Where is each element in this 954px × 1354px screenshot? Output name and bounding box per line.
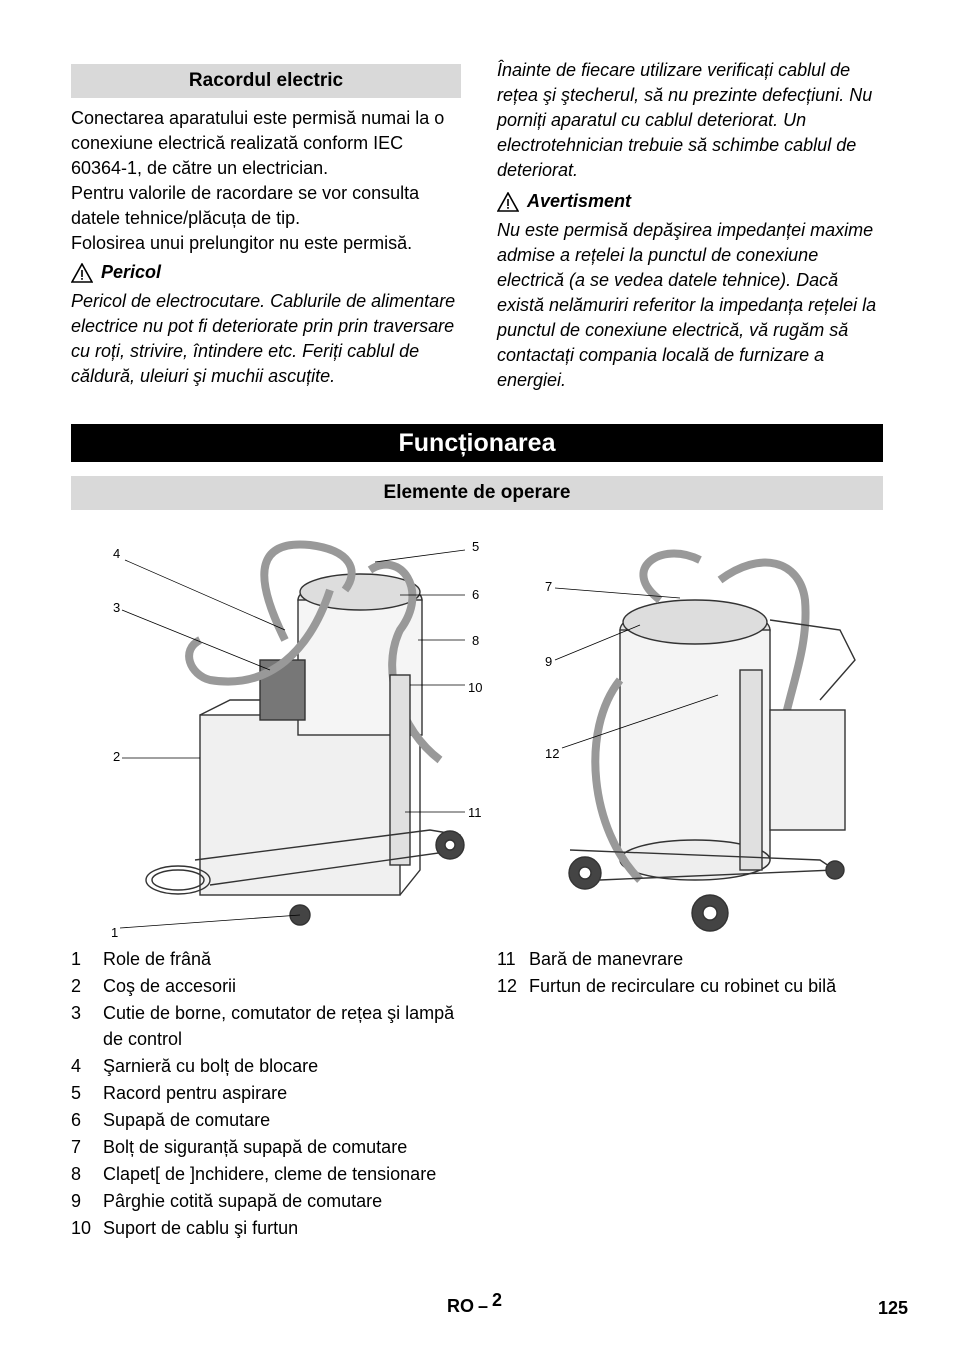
figure-label-5: 5 (472, 539, 480, 554)
legend-item: 2 Coş de accesorii (71, 976, 237, 996)
warning-text: Pericol de electrocutare. Cablurile de alimentare electrice nu pot fi deteriorate prin prin traversare cu roți, strivire, întindere etc. Feriți cablul de căldură, uleiuri şi muchii ascuțite. (71, 291, 456, 386)
legend-item: 12 Furtun de recirculare cu robinet cu bilă (497, 976, 837, 996)
legend-item: 9 Pârghie cotită supapă de comutare (71, 1191, 383, 1211)
figure-label-3: 3 (113, 600, 121, 615)
legend-item: 8 Clapet[ de ]nchidere, cleme de tensionare (71, 1164, 437, 1184)
left-machine-drawing (146, 544, 464, 925)
legend-item: 6 Supapă de comutare (71, 1110, 271, 1130)
legend-item: 7 Bolț de siguranță supapă de comutare (71, 1137, 408, 1157)
main-heading: Funcționarea (71, 424, 883, 462)
section-heading-electrical: Racordul electric (71, 64, 461, 98)
machine-figure (100, 530, 890, 940)
warning-text: Nu este permisă depăşirea impedanței maxime admise a rețelei la punctul de conexiune electrică (a se vedea datele tehnice). Dacă există nelămuriri referitor la impedanța rețelei la punctul de conexiune electrică, vă rugăm să contactați compania locală de furnizare a energiei. (497, 220, 877, 390)
legend-item: 10 Suport de cablu şi furtun (71, 1218, 299, 1238)
figure-label-1: 1 (111, 925, 119, 940)
page-number: 125 (878, 1298, 909, 1318)
figure-label-8: 8 (472, 633, 480, 648)
right-column (497, 58, 887, 393)
paragraph: Pentru valorile de racordare se vor consulta datele tehnice/plăcuța de tip. (71, 183, 420, 228)
legend-item: 4 Şarnieră cu bolț de blocare (71, 1056, 319, 1076)
warning-triangle-icon (71, 263, 93, 283)
warning-title: Pericol (71, 260, 461, 285)
intro-text: Înainte de fiecare utilizare verificați cablul de rețea şi ştecherul, să nu prezinte defecțiuni. Nu porniți aparatul cu cablul deteriorat. Un electrotehnician trebuie să schimbe cablul de deteriorat. (497, 60, 873, 180)
legend-left (71, 946, 461, 1242)
figure-label-9: 9 (545, 654, 553, 669)
figure-label-4: 4 (113, 546, 121, 561)
legend-right (497, 946, 887, 1000)
footer-language: RO – 2 (447, 1290, 503, 1316)
legend-item: 11 Bară de manevrare (497, 949, 684, 969)
paragraph: Conectarea aparatului este permisă numai la o conexiune electrică realizată conform IEC 60364-1, de către un electrician. (71, 108, 445, 178)
legend-item: 3 Cutie de borne, comutator de rețea şi lampă de control (71, 1003, 455, 1049)
figure-label-6: 6 (472, 587, 480, 602)
figure-label-10: 10 (468, 680, 483, 695)
figure-label-7: 7 (545, 579, 553, 594)
warning-title: Avertisment (497, 189, 887, 214)
sub-heading: Elemente de operare (71, 476, 883, 510)
figure-label-2: 2 (113, 749, 121, 764)
left-column (71, 64, 461, 389)
warning-triangle-icon (497, 192, 519, 212)
right-machine-drawing (569, 554, 855, 931)
figure-label-12: 12 (545, 746, 560, 761)
legend-item: 1 Role de frână (71, 949, 212, 969)
figure-label-11: 11 (468, 805, 482, 820)
legend-item: 5 Racord pentru aspirare (71, 1083, 288, 1103)
paragraph: Folosirea unui prelungitor nu este permisă. (71, 233, 413, 253)
